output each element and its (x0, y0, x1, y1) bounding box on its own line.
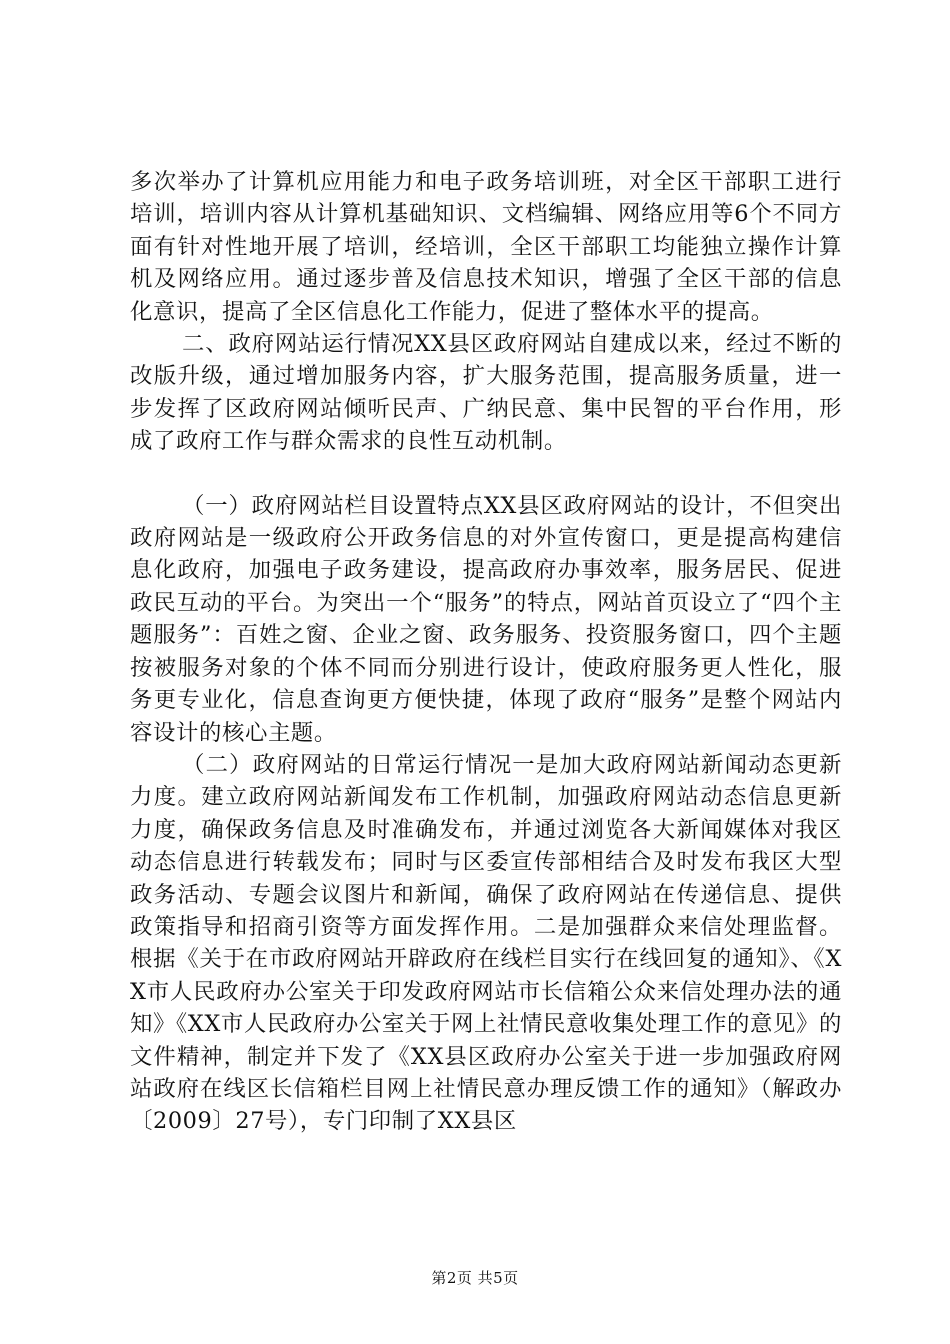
paragraph-training: 多次举办了计算机应用能力和电子政务培训班，对全区干部职工进行培训，培训内容从计算机基础知识、文档编辑、网络应用等6个不同方面有针对性地开展了培训，经培训，全区干部职工均能独立操作计算机及网络应用。通过逐步普及信息技术知识，增强了全区干部的信息化意识，提高了全区信息化工作能力，促进了整体水平的提高。 (130, 169, 842, 325)
paragraph-website-operation: 二、政府网站运行情况XX县区政府网站自建成以来，经过不断的改版升级，通过增加服务内容，扩大服务范围，提高服务质量，进一步发挥了区政府网站倾听民声、广纳民意、集中民智的平台作用，形成了政府工作与群众需求的良性互动机制。 (130, 331, 842, 455)
paragraph-daily-operation: （二）政府网站的日常运行情况一是加大政府网站新闻动态更新力度。建立政府网站新闻发布工作机制，加强政府网站动态信息更新力度，确保政务信息及时准确发布，并通过浏览各大新闻媒体对我区动态信息进行转载发布；同时与区委宣传部相结合及时发布我区大型政务活动、专题会议图片和新闻，确保了政府网站在传递信息、提供政策指导和招商引资等方面发挥作用。二是加强群众来信处理监督。根据《关于在市政府网站开辟政府在线栏目实行在线回复的通知》、《XX市人民政府办公室关于印发政府网站市长信箱公众来信处理办法的通知》《XX市人民政府办公室关于网上社情民意收集处理工作的意见》的文件精神，制定并下发了《XX县区政府办公室关于进一步加强政府网站政府在线区长信箱栏目网上社情民意办理反馈工作的通知》（解政办〔2009〕27号），专门印制了XX县区 (130, 751, 842, 1135)
page-footer: 第2页 共5页 (431, 1269, 519, 1287)
paragraph-column-features: （一）政府网站栏目设置特点XX县区政府网站的设计，不但突出政府网站是一级政府公开政务信息的对外宣传窗口，更是提高构建信息化政府，加强电子政务建设，提高政府办事效率，服务居民、促进政民互动的平台。为突出一个“服务”的特点，网站首页设立了“四个主题服务”：百姓之窗、企业之窗、政务服务、投资服务窗口，四个主题按被服务对象的个体不同而分别进行设计，使政府服务更人性化，服务更专业化，信息查询更方便快捷，体现了政府“服务”是整个网站内容设计的核心主题。 (130, 492, 842, 746)
document-body (130, 166, 842, 1138)
paragraph-spacer (130, 458, 842, 490)
